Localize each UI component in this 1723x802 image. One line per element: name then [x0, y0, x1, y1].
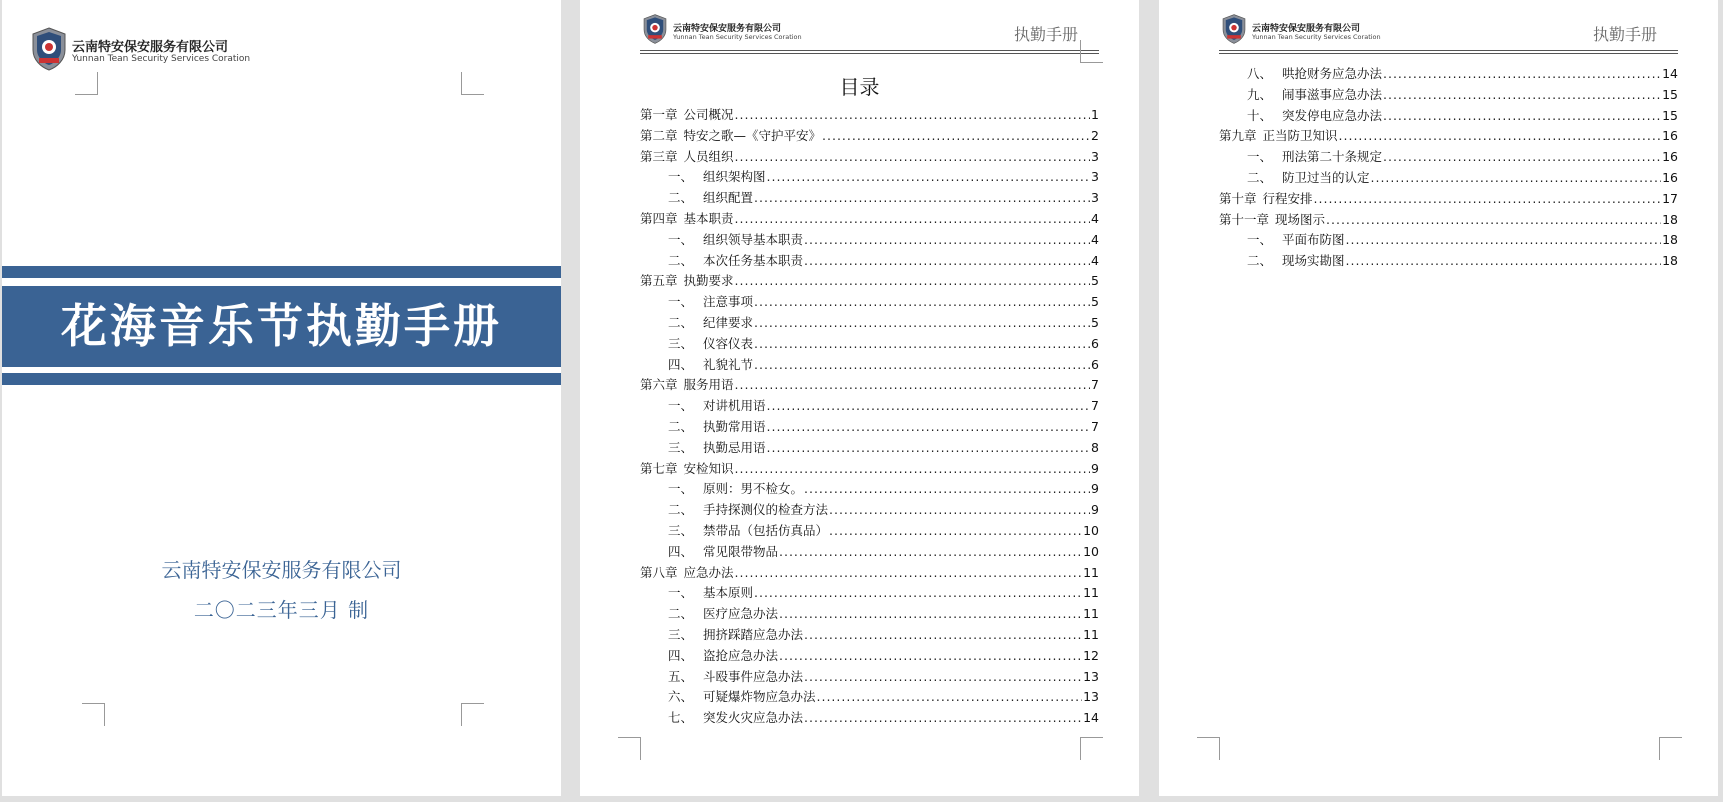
toc-entry[interactable] [1219, 126, 1678, 147]
cover-band-top [2, 266, 561, 278]
toc-entry[interactable] [640, 479, 1099, 500]
company-logo-icon [642, 13, 668, 45]
toc-entry-number: 二、 [1247, 253, 1273, 269]
toc-entry-number: 二、 [668, 252, 694, 268]
toc-entry-number: 第三章 [640, 148, 678, 164]
toc-dot-leader [735, 271, 1091, 292]
toc-page-number: 15 [1662, 107, 1678, 123]
cover-date: 二〇二三年三月 制 [193, 598, 370, 622]
toc-entry-title: 斗殴事件应急办法 [703, 668, 804, 684]
crop-mark [1080, 737, 1103, 760]
toc-entry[interactable] [1219, 168, 1678, 189]
toc-dot-leader [735, 209, 1091, 230]
toc-entry-number: 第一章 [640, 107, 678, 122]
toc-entry[interactable] [1219, 230, 1678, 251]
toc-dot-leader [804, 708, 1082, 729]
toc-page-number: 3 [1091, 148, 1099, 164]
toc-dot-leader [754, 334, 1090, 355]
toc-entry-number: 二、 [668, 606, 694, 622]
toc-entry-number: 二、 [1247, 169, 1273, 185]
toc-dot-leader [754, 313, 1090, 334]
toc-page-number: 5 [1091, 273, 1099, 289]
toc-entry-title: 纪律要求 [703, 314, 754, 330]
toc-entry-number: 第四章 [640, 210, 678, 226]
toc-dot-leader [822, 126, 1090, 147]
toc-page-number: 14 [1083, 710, 1099, 726]
toc-page-number: 6 [1091, 335, 1099, 351]
toc-page-number: 5 [1091, 294, 1099, 310]
toc-dot-leader [767, 417, 1091, 438]
toc-page-number: 13 [1083, 689, 1099, 705]
toc-dot-leader [767, 167, 1091, 188]
toc-entry[interactable] [640, 500, 1099, 521]
toc-entry-number: 第二章 [640, 127, 678, 143]
logo-company-name-en: Yunnan Tean Security Services Coration [72, 54, 251, 64]
toc-page-number: 17 [1662, 190, 1678, 206]
toc-page-number: 16 [1662, 149, 1678, 165]
toc-entry-number: 八、 [1247, 66, 1273, 81]
crop-mark [1197, 737, 1220, 760]
toc-page-number: 12 [1083, 647, 1099, 663]
toc-entry[interactable] [1219, 251, 1678, 272]
toc-entry-title: 组织领导基本职责 [703, 231, 804, 247]
toc-entry-number: 三、 [668, 439, 694, 455]
toc-entry[interactable] [640, 375, 1099, 396]
toc-entry-number: 第八章 [640, 564, 678, 580]
toc-entry-title: 闹事滋事应急办法 [1282, 86, 1383, 102]
cover-page [2, 0, 561, 796]
toc-dot-leader [767, 396, 1091, 417]
toc-heading: 目录 [839, 75, 880, 99]
toc-entry[interactable] [640, 604, 1099, 625]
toc-entry-number: 三、 [668, 522, 694, 538]
logo-company-name-cn: 云南特安保安服务有限公司 [673, 24, 782, 34]
toc-entry-number: 一、 [1247, 232, 1273, 248]
toc-dot-leader [804, 667, 1082, 688]
toc-page-number: 7 [1091, 377, 1099, 393]
toc-entry-title: 原则：男不检女。 [703, 481, 804, 497]
toc-page-number: 8 [1091, 439, 1099, 455]
toc-entry[interactable] [640, 334, 1099, 355]
toc-page-number: 18 [1662, 232, 1678, 248]
toc-entry-title: 执勤要求 [683, 273, 734, 289]
toc-entry[interactable] [640, 188, 1099, 209]
toc-entry[interactable] [640, 646, 1099, 667]
toc-entry[interactable] [640, 563, 1099, 584]
company-logo-icon [1221, 13, 1247, 45]
crop-mark [1080, 40, 1103, 63]
toc-page-number: 1 [1091, 107, 1099, 122]
toc-entry-title: 特安之歌—《守护平安》 [683, 127, 822, 143]
toc-dot-leader [1383, 85, 1661, 106]
toc-entry[interactable] [640, 147, 1099, 168]
toc-entry-title: 哄抢财务应急办法 [1282, 66, 1383, 81]
toc-page-1 [580, 0, 1139, 796]
toc-entry-title: 基本原则 [703, 585, 754, 601]
toc-entry[interactable] [640, 271, 1099, 292]
toc-entry-number: 三、 [668, 626, 694, 642]
toc-dot-leader [804, 251, 1090, 272]
toc-page-number: 9 [1091, 460, 1099, 476]
toc-page-number: 9 [1091, 502, 1099, 518]
toc-entry-number: 第十一章 [1219, 211, 1270, 227]
toc-entry-number: 七、 [668, 710, 694, 726]
crop-mark [618, 737, 641, 760]
toc-page-number: 7 [1091, 418, 1099, 434]
crop-mark [461, 72, 484, 95]
header-title: 执勤手册 [1014, 25, 1079, 44]
toc-entry[interactable] [640, 313, 1099, 334]
toc-dot-leader [754, 355, 1090, 376]
toc-entry-number: 二、 [668, 418, 694, 434]
toc-dot-leader [735, 459, 1091, 480]
toc-dot-leader [817, 687, 1083, 708]
toc-dot-leader [1314, 189, 1662, 210]
toc-entry-number: 九、 [1247, 86, 1273, 102]
toc-page-number: 9 [1091, 481, 1099, 497]
toc-dot-leader [754, 188, 1090, 209]
toc-entry-number: 一、 [1247, 149, 1273, 165]
logo-company-name-en: Yunnan Tean Security Services Coration [673, 33, 802, 41]
toc-entry-title: 安检知识 [683, 460, 734, 476]
cover-title: 花海音乐节执勤手册 [61, 299, 502, 353]
toc-entry[interactable] [640, 417, 1099, 438]
toc-list [640, 105, 1099, 729]
toc-entry[interactable] [1219, 106, 1678, 127]
toc-page-number: 3 [1091, 190, 1099, 206]
toc-dot-leader [1339, 126, 1662, 147]
toc-entry-title: 突发停电应急办法 [1282, 107, 1383, 123]
toc-dot-leader [1383, 64, 1661, 85]
toc-dot-leader [767, 438, 1091, 459]
toc-entry-title: 现场实勘图 [1282, 253, 1345, 269]
toc-entry[interactable] [640, 438, 1099, 459]
toc-entry-title: 拥挤踩踏应急办法 [703, 626, 804, 642]
toc-entry[interactable] [640, 521, 1099, 542]
crop-mark [1659, 737, 1682, 760]
toc-dot-leader [1346, 251, 1662, 272]
header-rule [1219, 50, 1678, 51]
toc-entry-number: 十、 [1247, 107, 1273, 123]
header-rule [640, 50, 1099, 51]
company-logo-icon [30, 26, 68, 72]
toc-entry-title: 防卫过当的认定 [1282, 169, 1370, 185]
toc-dot-leader [1326, 210, 1661, 231]
toc-dot-leader [779, 542, 1082, 563]
toc-entry[interactable] [1219, 210, 1678, 231]
toc-entry-title: 仪容仪表 [703, 335, 754, 351]
toc-entry[interactable] [640, 625, 1099, 646]
toc-entry[interactable] [1219, 147, 1678, 168]
cover-band-bottom [2, 373, 561, 385]
toc-dot-leader [735, 563, 1083, 584]
toc-entry-title: 突发火灾应急办法 [703, 710, 804, 726]
toc-entry[interactable] [640, 396, 1099, 417]
logo-company-name-cn: 云南特安保安服务有限公司 [1252, 24, 1361, 34]
toc-entry-number: 四、 [668, 647, 694, 663]
toc-entry-number: 第九章 [1219, 128, 1257, 144]
toc-entry-number: 五、 [668, 668, 694, 684]
toc-dot-leader [754, 583, 1082, 604]
toc-dot-leader [804, 479, 1090, 500]
toc-page-number: 7 [1091, 398, 1099, 414]
toc-entry-number: 四、 [668, 356, 694, 372]
toc-entry[interactable] [640, 687, 1099, 708]
toc-entry-title: 执勤常用语 [703, 418, 766, 434]
crop-mark [75, 72, 98, 95]
toc-page-number: 11 [1083, 564, 1099, 580]
toc-dot-leader [804, 625, 1082, 646]
toc-dot-leader [754, 292, 1090, 313]
toc-page-2 [1159, 0, 1718, 796]
toc-dot-leader [829, 521, 1082, 542]
toc-page-number: 6 [1091, 356, 1099, 372]
header-rule [640, 53, 1099, 54]
toc-entry-number: 第十章 [1219, 190, 1257, 206]
toc-entry[interactable] [640, 355, 1099, 376]
logo-company-name-cn: 云南特安保安服务有限公司 [72, 40, 229, 55]
toc-page-number: 16 [1662, 169, 1678, 185]
toc-entry-title: 本次任务基本职责 [703, 252, 804, 268]
toc-entry-number: 一、 [668, 169, 694, 185]
toc-entry-title: 现场图示 [1275, 211, 1326, 227]
header-title: 执勤手册 [1593, 25, 1658, 44]
toc-entry-number: 一、 [668, 231, 694, 247]
toc-entry-title: 公司概况 [683, 107, 734, 122]
crop-mark [461, 703, 484, 726]
toc-entry-title: 常见限带物品 [703, 543, 779, 559]
toc-dot-leader [779, 604, 1082, 625]
toc-entry-number: 三、 [668, 335, 694, 351]
toc-entry-number: 二、 [668, 190, 694, 206]
toc-entry[interactable] [1219, 85, 1678, 106]
toc-entry-title: 组织架构图 [703, 169, 766, 185]
toc-dot-leader [1346, 230, 1662, 251]
toc-entry-title: 盗抢应急办法 [703, 647, 779, 663]
toc-entry-title: 礼貌礼节 [703, 356, 754, 372]
toc-dot-leader [829, 500, 1090, 521]
toc-page-number: 18 [1662, 211, 1678, 227]
toc-dot-leader [735, 147, 1091, 168]
crop-mark [82, 703, 105, 726]
toc-entry[interactable] [1219, 189, 1678, 210]
toc-entry[interactable] [640, 459, 1099, 480]
header-rule [1219, 53, 1678, 54]
toc-dot-leader [1383, 106, 1661, 127]
toc-entry-title: 医疗应急办法 [703, 606, 779, 622]
toc-dot-leader [804, 230, 1090, 251]
toc-page-number: 11 [1083, 606, 1099, 622]
toc-entry-number: 第七章 [640, 460, 678, 476]
toc-entry[interactable] [1219, 64, 1678, 85]
toc-entry-number: 第六章 [640, 377, 678, 393]
logo-company-name-en: Yunnan Tean Security Services Coration [1252, 33, 1381, 41]
toc-entry-title: 平面布防图 [1282, 232, 1345, 248]
toc-entry-title: 正当防卫知识 [1262, 128, 1338, 144]
toc-page-number: 4 [1091, 210, 1099, 226]
toc-entry-title: 基本职责 [683, 210, 734, 226]
cover-company-name: 云南特安保安服务有限公司 [161, 558, 402, 582]
toc-page-number: 10 [1083, 522, 1099, 538]
toc-dot-leader [735, 105, 1091, 126]
toc-entry-number: 二、 [668, 502, 694, 518]
toc-entry-number: 一、 [668, 398, 694, 414]
toc-dot-leader [1371, 168, 1662, 189]
toc-entry[interactable] [640, 251, 1099, 272]
toc-entry[interactable] [640, 708, 1099, 729]
toc-page-number: 3 [1091, 169, 1099, 185]
toc-dot-leader [779, 646, 1082, 667]
toc-page-number: 5 [1091, 314, 1099, 330]
toc-page-number: 11 [1083, 585, 1099, 601]
toc-list [1219, 64, 1678, 272]
toc-entry[interactable] [640, 230, 1099, 251]
toc-entry-title: 手持探测仪的检查方法 [703, 502, 829, 518]
toc-page-number: 14 [1662, 66, 1678, 81]
toc-page-number: 18 [1662, 253, 1678, 269]
toc-entry[interactable] [640, 667, 1099, 688]
toc-entry[interactable] [640, 292, 1099, 313]
toc-page-number: 2 [1091, 127, 1099, 143]
toc-entry-number: 四、 [668, 543, 694, 559]
toc-entry-title: 可疑爆炸物应急办法 [703, 689, 816, 705]
toc-page-number: 13 [1083, 668, 1099, 684]
toc-entry-title: 注意事项 [703, 294, 754, 310]
toc-entry-title: 人员组织 [683, 148, 734, 164]
toc-page-number: 15 [1662, 86, 1678, 102]
toc-entry[interactable] [640, 167, 1099, 188]
toc-entry-number: 第五章 [640, 273, 678, 289]
toc-entry[interactable] [640, 583, 1099, 604]
toc-entry-title: 刑法第二十条规定 [1282, 149, 1383, 165]
toc-entry-title: 应急办法 [683, 564, 734, 580]
toc-entry-number: 一、 [668, 481, 694, 497]
toc-page-number: 10 [1083, 543, 1099, 559]
toc-dot-leader [735, 375, 1091, 396]
toc-entry-title: 执勤忌用语 [703, 439, 766, 455]
toc-entry-number: 六、 [668, 689, 694, 705]
toc-page-number: 16 [1662, 128, 1678, 144]
toc-entry[interactable] [640, 209, 1099, 230]
toc-dot-leader [1383, 147, 1661, 168]
toc-entry[interactable] [640, 105, 1099, 126]
toc-entry-title: 行程安排 [1262, 190, 1313, 206]
toc-entry-number: 一、 [668, 585, 694, 601]
toc-page-number: 4 [1091, 231, 1099, 247]
toc-page-number: 11 [1083, 626, 1099, 642]
toc-entry-title: 禁带品（包括仿真品） [703, 522, 829, 538]
toc-page-number: 4 [1091, 252, 1099, 268]
toc-entry-title: 组织配置 [703, 190, 754, 206]
toc-entry[interactable] [640, 542, 1099, 563]
toc-entry-number: 二、 [668, 314, 694, 330]
toc-entry-title: 服务用语 [683, 377, 734, 393]
toc-entry[interactable] [640, 126, 1099, 147]
toc-entry-title: 对讲机用语 [703, 398, 766, 414]
toc-entry-number: 一、 [668, 294, 694, 310]
